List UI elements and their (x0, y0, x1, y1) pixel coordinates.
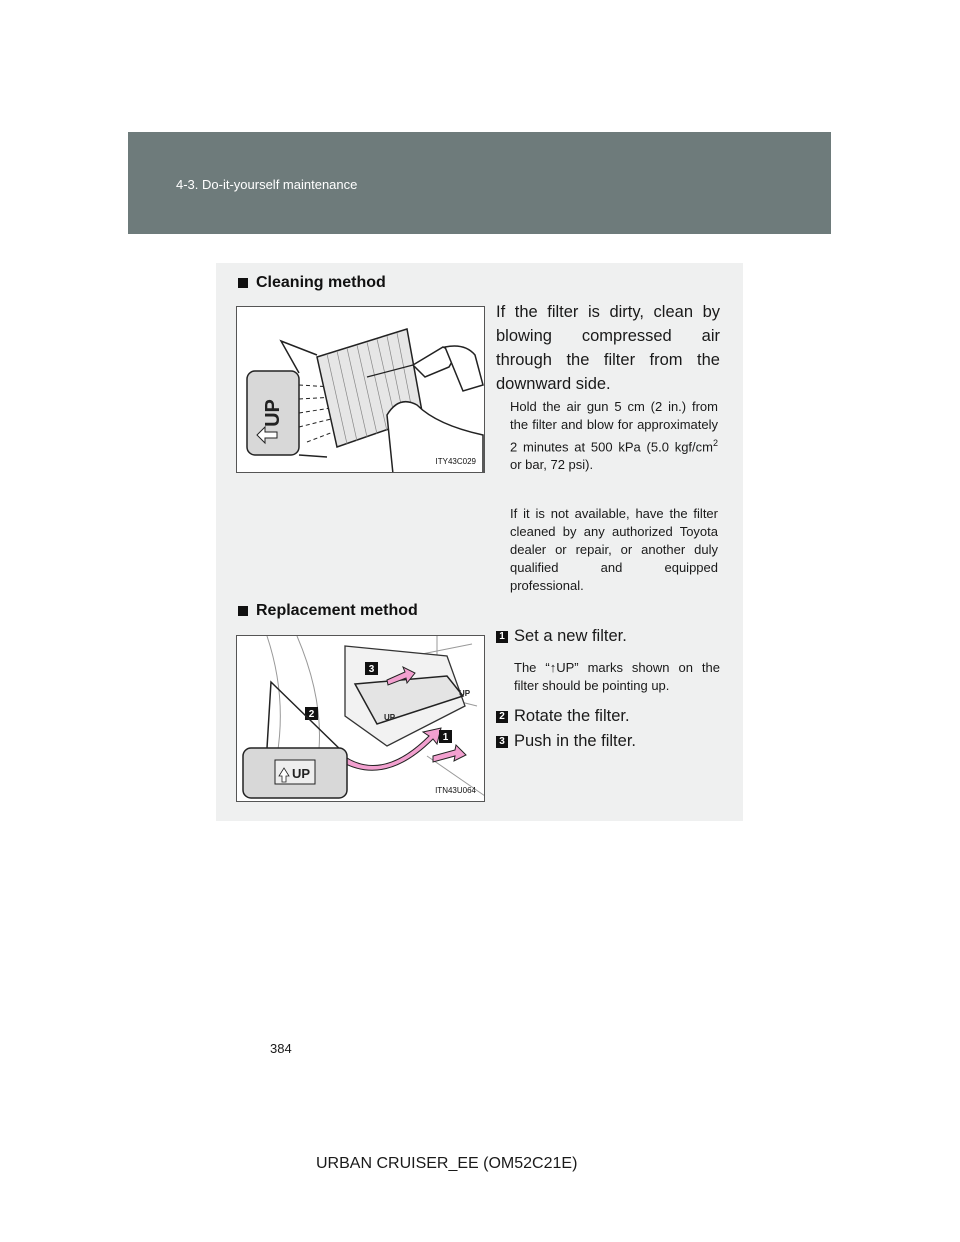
step-1 (496, 627, 627, 646)
header-band (128, 132, 831, 234)
replacement-heading (238, 602, 418, 620)
replacement-illustration (236, 635, 485, 802)
note-1-text-b: or bar, 72 psi). (510, 457, 594, 473)
figure-code: ITY43C029 (435, 457, 476, 466)
step-2-text: Rotate the filter. (514, 707, 630, 725)
section-title: 4-3. Do-it-yourself maintenance (176, 177, 358, 192)
content-panel (216, 263, 743, 821)
filter-up-mark-2: UP (459, 689, 471, 698)
callout-up-label: UP (291, 766, 311, 781)
cleaning-illustration (236, 306, 485, 473)
step-3-text: Push in the filter. (514, 732, 636, 750)
square-bullet-icon (238, 278, 248, 288)
cleaning-note-2: If it is not available, have the filter cleaned by any authorized Toyota dealer or repair, or another duly qualified and equipped professional. (510, 506, 718, 593)
cleaning-heading (238, 274, 386, 292)
filter-install-illustration (237, 636, 485, 802)
figure-step-3-label: 3 (368, 664, 375, 675)
step-number-3: 3 (496, 736, 508, 748)
figure-code: ITN43U064 (435, 786, 476, 795)
filter-up-mark-1: UP (384, 713, 396, 722)
square-bullet-icon (238, 606, 248, 616)
figure-step-2-label: 2 (308, 709, 315, 720)
footer-title: URBAN CRUISER_EE (OM52C21E) (316, 1155, 578, 1172)
cleaning-note-1 (510, 398, 718, 474)
note-1-superscript: 2 (712, 438, 718, 448)
step-2 (496, 707, 630, 726)
figure-step-1-label: 1 (442, 732, 449, 743)
replacement-heading-text: Replacement method (256, 602, 418, 619)
step-3 (496, 732, 636, 751)
cleaning-heading-text: Cleaning method (256, 274, 386, 291)
step-1-text: Set a new filter. (514, 627, 627, 645)
cleaning-intro: If the filter is dirty, clean by blowing compressed air through the filter from the downward side. (496, 303, 720, 393)
step-number-2: 2 (496, 711, 508, 723)
step-number-1: 1 (496, 631, 508, 643)
page-number: 384 (270, 1041, 292, 1056)
step-1-note: The “↑UP” marks shown on the filter should be pointing up. (514, 660, 720, 693)
filter-blowing-illustration (237, 307, 485, 473)
note-1-text-a: Hold the air gun 5 cm (2 in.) from the filter and blow for approximately 2 minutes at 500 kPa (5.0 kgf/cm (510, 399, 718, 455)
up-label: UP (262, 399, 284, 427)
